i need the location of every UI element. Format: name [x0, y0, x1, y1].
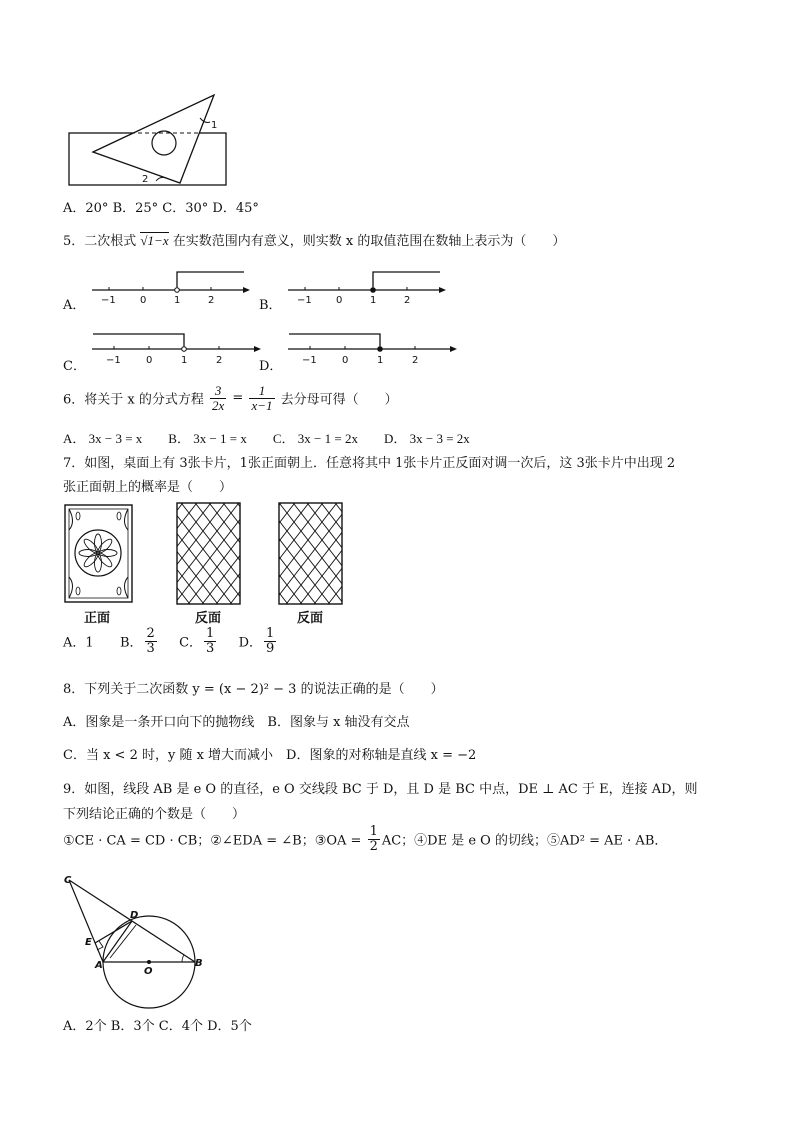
tick-a-1: 1 — [174, 295, 181, 306]
q6-options: A． 3x − 3 = x B． 3x − 1 = x C． 3x − 1 = 2x D． 3x − 3 = 2x — [63, 431, 470, 446]
center-o-dot — [147, 960, 151, 964]
q7-line2: 张正面朝上的概率是（ ） — [63, 480, 233, 495]
tick-d-neg1: −1 — [302, 355, 317, 366]
q6-stem-b: 去分母可得（ ） — [280, 392, 398, 408]
label-a: A — [95, 960, 103, 971]
q7-opt-b: B． — [119, 635, 143, 651]
tick-d-2: 2 — [412, 355, 419, 366]
angle-1-label: 1 — [211, 120, 218, 131]
label-d: D — [130, 910, 139, 921]
q9-conc-num: 1 — [369, 824, 378, 839]
tick-b-1: 1 — [370, 295, 377, 306]
q9-line1: 9．如图，线段 AB 是 e O 的直径，e O 交线段 BC 于 D，且 D 是 BC 中点，DE ⊥ AC 于 E，连接 AD，则 — [63, 782, 698, 797]
tick-c-neg1: −1 — [106, 355, 121, 366]
card-label-front: 正面 — [84, 611, 111, 626]
q9-options: A．2个 B．3个 C．4个 D．5个 — [63, 1019, 252, 1034]
q7-opt-b-num: 2 — [146, 626, 155, 641]
q9-conc-a: ①CE · CA = CD · CB；②∠EDA = ∠B；③OA = — [63, 833, 366, 849]
q9-line2: 下列结论正确的个数是（ ） — [63, 807, 246, 822]
q8-options-cd: C．当 x < 2 时，y 随 x 增大而减小 D．图象的对称轴是直线 x = −2 — [63, 748, 477, 763]
q8-stem: 8．下列关于二次函数 y = (x − 2)² − 3 的说法正确的是（ ） — [63, 682, 444, 697]
q7-opt-b-den: 3 — [146, 640, 155, 656]
tick-a-neg1: −1 — [101, 295, 116, 306]
q6-frac1-den: 2x — [212, 397, 225, 413]
q6-frac2-num: 1 — [249, 384, 274, 399]
q7-opt-d: D． — [238, 635, 263, 651]
q9-conc-den: 2 — [369, 838, 378, 854]
tick-a-0: 0 — [140, 295, 147, 306]
angle-2-label: 2 — [142, 174, 149, 185]
tick-d-1: 1 — [377, 355, 384, 366]
label-e: E — [85, 937, 92, 948]
q5-stem-a: 5．二次根式 — [63, 234, 141, 249]
q5-radical: √1−x — [140, 233, 169, 248]
q6-frac2-den: x−1 — [251, 397, 273, 413]
q5-label-b: B． — [259, 298, 282, 313]
q5-label-c: C． — [63, 359, 86, 374]
angle-b-arc — [182, 955, 184, 962]
tick-b-0: 0 — [336, 295, 343, 306]
tick-a-2: 2 — [208, 295, 215, 306]
q7-opt-c: C． — [179, 635, 203, 651]
q8-options-ab: A．图象是一条开口向下的抛物线 B．图象与 x 轴没有交点 — [63, 715, 410, 730]
tick-d-0: 0 — [342, 355, 349, 366]
tick-b-2: 2 — [404, 295, 411, 306]
label-c: C — [64, 875, 72, 886]
q6-stem-a: 6．将关于 x 的分式方程 — [63, 392, 208, 408]
q5-label-d: D． — [259, 359, 283, 374]
card-label-back-1: 反面 — [195, 611, 222, 626]
q7-opt-d-den: 9 — [266, 640, 275, 656]
tick-c-1: 1 — [181, 355, 188, 366]
label-b: B — [195, 958, 203, 969]
q6-equals: = — [232, 390, 244, 406]
q7-opt-c-den: 3 — [206, 640, 215, 656]
q4-options: A．20° B．25° C．30° D．45° — [63, 201, 259, 216]
q7-opt-d-num: 1 — [266, 626, 275, 641]
q9-conc-b: AC；④DE 是 e O 的切线；⑤AD² = AE · AB． — [381, 833, 668, 849]
q7-opt-c-num: 1 — [206, 626, 215, 641]
q7-opt-a: A．1 — [63, 635, 94, 651]
card-label-back-2: 反面 — [297, 611, 324, 626]
tick-b-neg1: −1 — [297, 295, 312, 306]
label-o: O — [144, 966, 153, 977]
tick-c-0: 0 — [146, 355, 153, 366]
segment-de — [95, 921, 132, 943]
segment-ad-2 — [110, 925, 136, 958]
tick-c-2: 2 — [216, 355, 223, 366]
q5-label-a: A． — [63, 298, 86, 313]
q5-stem-b: 在实数范围内有意义，则实数 x 的取值范围在数轴上表示为（ ） — [168, 234, 566, 249]
q6-frac1-num: 3 — [210, 384, 226, 399]
q7-line1: 7．如图，桌面上有 3张卡片，1张正面朝上．任意将其中 1张卡片正反面对调一次后，这 3张卡片中出现 2 — [63, 456, 676, 471]
